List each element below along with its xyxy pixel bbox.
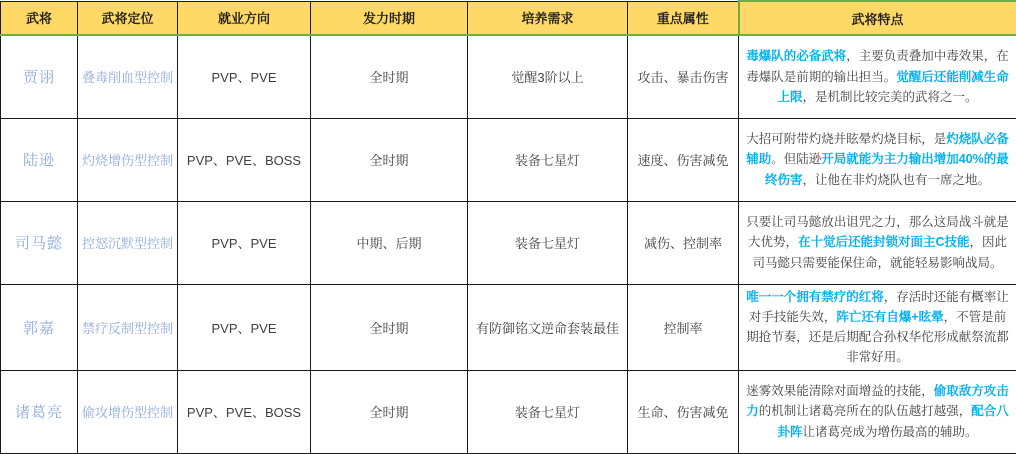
header-training[interactable]: 培养需求: [468, 1, 628, 35]
training-value: 觉醒3阶以上: [511, 70, 583, 85]
feature-accent-text: 阵亡还有自爆+眩晕: [836, 310, 943, 324]
training-value: 装备七星灯: [515, 236, 580, 251]
feature-text: ，让他在非灼烧队也有一席之地。: [803, 173, 991, 187]
general-name: 陆逊: [23, 152, 55, 169]
feature-accent-text: 觉醒后还能削减生命上限: [777, 70, 1008, 104]
period-value: 全时期: [369, 70, 408, 85]
period-cell[interactable]: [311, 201, 468, 284]
general-name-cell[interactable]: [1, 118, 78, 201]
feature-accent-text: 毒爆队的必备武将: [746, 49, 846, 63]
general-role: 偷攻增伤型控制: [82, 405, 173, 420]
employment-value: PVP、PVE: [211, 236, 276, 251]
general-role: 叠毒削血型控制: [82, 70, 173, 85]
header-row: [1, 1, 1016, 35]
employment-cell[interactable]: [178, 35, 311, 118]
general-name: 诸葛亮: [15, 404, 63, 421]
table-row: [1, 370, 1016, 453]
feature-text: 迷雾效果能清除对面增益的技能，: [746, 384, 934, 398]
employment-cell[interactable]: [178, 370, 311, 453]
period-cell[interactable]: [311, 35, 468, 118]
employment-value: PVP、PVE、BOSS: [187, 153, 301, 168]
period-cell[interactable]: [311, 370, 468, 453]
employment-cell[interactable]: [178, 284, 311, 370]
general-role-cell[interactable]: [78, 284, 178, 370]
attributes-cell[interactable]: [628, 35, 739, 118]
feature-text: ，是机制比较完美的武将之一。: [803, 90, 978, 104]
features-cell[interactable]: [739, 284, 1016, 370]
employment-cell[interactable]: [178, 118, 311, 201]
header-attributes[interactable]: 重点属性: [628, 1, 739, 35]
features-cell[interactable]: [739, 118, 1016, 201]
feature-accent-text: 偷取敌方攻击力: [746, 384, 1009, 418]
period-value: 全时期: [369, 321, 408, 336]
general-role: 灼烧增伤型控制: [82, 153, 173, 168]
training-cell[interactable]: [468, 35, 628, 118]
feature-text: 大招可附带灼烧并眩晕灼烧目标，是: [746, 132, 946, 146]
feature-text: 让诸葛亮成为增伤最高的辅助。: [803, 425, 978, 439]
features-cell[interactable]: [739, 201, 1016, 284]
training-cell[interactable]: [468, 370, 628, 453]
training-value: 有防御铭文逆命套装最佳: [476, 321, 619, 336]
training-cell[interactable]: [468, 118, 628, 201]
general-name: 司马懿: [15, 235, 63, 252]
features-cell[interactable]: [739, 35, 1016, 118]
attributes-value: 生命、伤害减免: [637, 405, 728, 420]
table-body: [1, 35, 1016, 453]
header-employment[interactable]: 就业方向: [178, 1, 311, 35]
training-value: 装备七星灯: [515, 405, 580, 420]
feature-text: ，因此司马懿只需要能保住命，就能轻易影响战局。: [752, 235, 1007, 269]
attributes-value: 减伤、控制率: [644, 236, 722, 251]
general-name-cell[interactable]: [1, 35, 78, 118]
feature-text: 的机制让诸葛亮所在的队伍越打越强，: [759, 404, 972, 418]
header-role[interactable]: 武将定位: [78, 1, 178, 35]
table-row: [1, 35, 1016, 118]
feature-text: 只要让司马懿放出诅咒之力，那么这局战斗就是大优势，: [746, 215, 1009, 249]
attributes-value: 速度、伤害减免: [637, 153, 728, 168]
table-row: [1, 284, 1016, 370]
feature-accent-text: 在十觉后还能封锁对面主C技能: [798, 235, 970, 249]
general-name-cell[interactable]: [1, 284, 78, 370]
general-role: 禁疗反制型控制: [82, 321, 173, 336]
general-name: 贾诩: [23, 69, 55, 86]
feature-text: ，主要负责叠加中毒效果，在毒爆队是前期的输出担当。: [746, 49, 1009, 83]
header-general[interactable]: 武将: [1, 1, 78, 35]
employment-value: PVP、PVE: [211, 321, 276, 336]
period-value: 全时期: [369, 405, 408, 420]
general-name-cell[interactable]: [1, 201, 78, 284]
feature-accent-text: 开局就能为主力输出增加40%的最终伤害: [765, 152, 1009, 186]
attributes-value: 攻击、暴击伤害: [637, 70, 728, 85]
header-period[interactable]: 发力时期: [311, 1, 468, 35]
table-row: [1, 201, 1016, 284]
period-value: 中期、后期: [356, 236, 421, 251]
general-name-cell[interactable]: [1, 370, 78, 453]
employment-cell[interactable]: [178, 201, 311, 284]
features-cell[interactable]: [739, 370, 1016, 453]
attributes-value: 控制率: [663, 321, 702, 336]
feature-accent-text: 灼烧队必备辅助: [746, 132, 1009, 166]
general-role-cell[interactable]: [78, 370, 178, 453]
general-role-cell[interactable]: [78, 118, 178, 201]
training-value: 装备七星灯: [515, 153, 580, 168]
feature-text: 。但陆逊: [771, 152, 821, 166]
period-cell[interactable]: [311, 118, 468, 201]
attributes-cell[interactable]: [628, 201, 739, 284]
general-role: 控怒沉默型控制: [82, 236, 173, 251]
general-role-cell[interactable]: [78, 201, 178, 284]
feature-accent-text: 唯一一个拥有禁疗的红将: [746, 290, 884, 304]
attributes-cell[interactable]: [628, 370, 739, 453]
feature-text: ，存活时还能有概率让对手技能失效，: [749, 290, 1009, 324]
table-row: [1, 118, 1016, 201]
attributes-cell[interactable]: [628, 118, 739, 201]
period-value: 全时期: [369, 153, 408, 168]
period-cell[interactable]: [311, 284, 468, 370]
feature-accent-text: 配合八卦阵: [777, 404, 1008, 438]
employment-value: PVP、PVE: [211, 70, 276, 85]
header-features[interactable]: 武将特点: [739, 1, 1016, 35]
attributes-cell[interactable]: [628, 284, 739, 370]
employment-value: PVP、PVE、BOSS: [187, 405, 301, 420]
general-role-cell[interactable]: [78, 35, 178, 118]
training-cell[interactable]: [468, 284, 628, 370]
general-name: 郭嘉: [23, 320, 55, 337]
training-cell[interactable]: [468, 201, 628, 284]
feature-text: ，不管是前期抢节奏，还是后期配合孙权华佗形成献祭流都非常好用。: [746, 310, 1009, 365]
